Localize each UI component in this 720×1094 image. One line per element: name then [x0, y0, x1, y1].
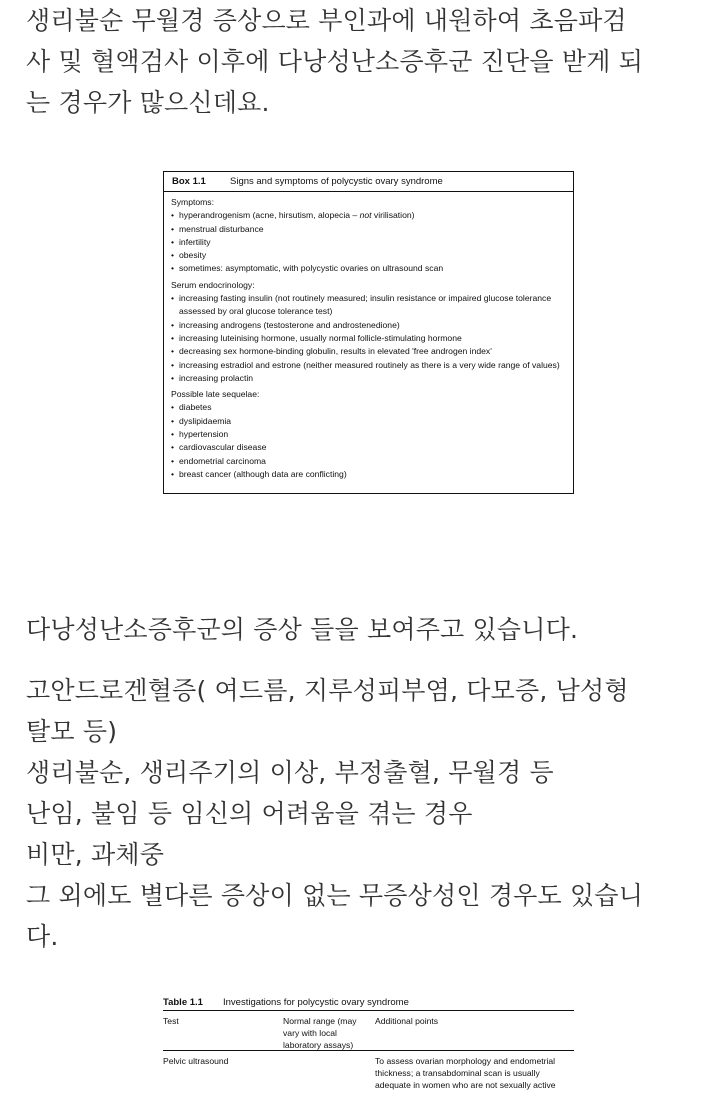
list-item-text: increasing estradiol and estrone (neither measured routinely as there is a very wide range of values) [179, 359, 560, 370]
table-column-headers [163, 1011, 574, 1051]
bullet-icon: • [171, 442, 175, 453]
column-header-text: vary with local [283, 1028, 337, 1038]
list-item [171, 249, 573, 262]
table-label: Table 1.1 [163, 997, 203, 1008]
bullet-icon: • [171, 429, 175, 440]
list-item-text: obesity [179, 250, 207, 261]
bullet-icon: • [171, 210, 175, 221]
column-header-text: Test [163, 1016, 179, 1026]
column-header-text: laboratory assays) [283, 1040, 354, 1050]
list-item-continuation: assessed by oral glucose tolerance test) [179, 306, 333, 317]
bullet-icon: • [171, 293, 175, 304]
list-item [171, 345, 573, 358]
symptoms-intro-paragraph: 다낭성난소증후군의 증상 들을 보여주고 있습니다. [26, 615, 579, 644]
symptom-line: 난임, 불임 등 임신의 어려움을 겪는 경우 [26, 799, 473, 828]
list-item [171, 372, 573, 385]
list-item [171, 319, 573, 332]
column-header-text: Additional points [375, 1016, 439, 1026]
symptom-line: 비만, 과체중 [26, 840, 165, 869]
table-row [163, 1051, 574, 1091]
bullet-icon: • [171, 250, 175, 261]
sequelae-section-title: Possible late sequelae: [171, 389, 260, 400]
table-cell-text: To assess ovarian morphology and endometrial [375, 1056, 556, 1066]
symptom-line: 고안드로겐혈증( 여드름, 지루성피부염, 다모증, 남성형 [26, 676, 629, 705]
intro-line: 생리불순 무월경 증상으로 부인과에 내원하여 초음파검 [26, 6, 627, 35]
box-label: Box 1.1 [172, 176, 206, 187]
bullet-icon: • [171, 263, 175, 274]
list-item-text: diabetes [179, 402, 212, 413]
list-item-text: endometrial carcinoma [179, 455, 266, 466]
list-item [171, 209, 573, 222]
symptom-line: 탈모 등) [26, 717, 118, 746]
symptom-line: 그 외에도 별다른 증상이 없는 무증상성인 경우도 있습니 [26, 881, 644, 910]
list-item-text: increasing prolactin [179, 372, 254, 383]
list-item [171, 455, 573, 468]
list-item-text: infertility [179, 236, 211, 247]
table-cell-text: adequate in women who are not sexually active [375, 1080, 556, 1090]
bullet-icon: • [171, 402, 175, 413]
serum-section-title: Serum endocrinology: [171, 279, 255, 290]
symptoms-section-title: Symptoms: [171, 197, 214, 207]
list-item [171, 223, 573, 236]
bullet-icon: • [171, 372, 175, 383]
list-item-emphasis: not [359, 210, 372, 221]
list-item-text: breast cancer (although data are conflicting) [179, 468, 347, 479]
bullet-icon: • [171, 332, 175, 343]
bullet-icon: • [171, 223, 175, 234]
list-item-text: dyslipidaemia [179, 415, 232, 426]
bullet-icon: • [171, 415, 175, 426]
bullet-icon: • [171, 455, 175, 466]
column-header-test [163, 1015, 283, 1050]
table-cell-range [283, 1055, 375, 1091]
list-item [171, 236, 573, 249]
list-item [171, 401, 573, 414]
table-title: Investigations for polycystic ovary syndrome [223, 997, 409, 1008]
list-item-text: increasing androgens (testosterone and androstenedione) [179, 319, 400, 330]
table-cell-text: thickness; a transabdominal scan is usually [375, 1068, 540, 1078]
list-item-text: virilisation) [371, 210, 415, 221]
list-item [171, 441, 573, 454]
list-item-text: increasing luteinising hormone, usually normal follicle-stimulating hormone [179, 332, 462, 343]
pcos-investigations-table-image [163, 995, 574, 1094]
list-item-text: hypertension [179, 429, 229, 440]
list-item [171, 468, 573, 481]
list-item [171, 262, 573, 275]
intro-line: 는 경우가 많으신데요. [26, 88, 270, 117]
list-item-text: decreasing sex hormone-binding globulin, results in elevated 'free androgen index' [179, 346, 492, 357]
box-content [164, 192, 573, 481]
box-title: Signs and symptoms of polycystic ovary syndrome [230, 176, 443, 187]
symptom-line: 생리불순, 생리주기의 이상, 부정출혈, 무월경 등 [26, 758, 554, 787]
list-item [171, 292, 573, 305]
list-item-text: sometimes: asymptomatic, with polycystic ovaries on ultrasound scan [179, 263, 444, 274]
list-item-text: increasing fasting insulin (not routinely measured; insulin resistance or impaired glucose tolerance [179, 293, 552, 304]
list-item [171, 332, 573, 345]
column-header-normal-range [283, 1015, 375, 1050]
symptom-list-paragraph [26, 670, 716, 957]
intro-line: 사 및 혈액검사 이후에 다낭성난소증후군 진단을 받게 되 [26, 47, 644, 76]
table-header [163, 995, 574, 1011]
bullet-icon: • [171, 359, 175, 370]
pcos-symptoms-box-image [163, 171, 574, 494]
table-cell-points [375, 1055, 574, 1091]
bullet-icon: • [171, 346, 175, 357]
bullet-icon: • [171, 319, 175, 330]
list-item-text: hyperandrogenism (acne, hirsutism, alopecia – [179, 210, 360, 221]
list-item [171, 428, 573, 441]
table-cell-test: Pelvic ultrasound [163, 1056, 229, 1066]
list-item [171, 359, 573, 372]
list-item [171, 415, 573, 428]
list-item-text: cardiovascular disease [179, 442, 267, 453]
column-header-text: Normal range (may [283, 1016, 357, 1026]
box-header [164, 172, 573, 192]
bullet-icon: • [171, 468, 175, 479]
intro-paragraph [26, 0, 716, 123]
column-header-additional-points [375, 1015, 574, 1050]
symptom-line: 다. [26, 922, 59, 951]
list-item-text: menstrual disturbance [179, 223, 264, 234]
bullet-icon: • [171, 236, 175, 247]
